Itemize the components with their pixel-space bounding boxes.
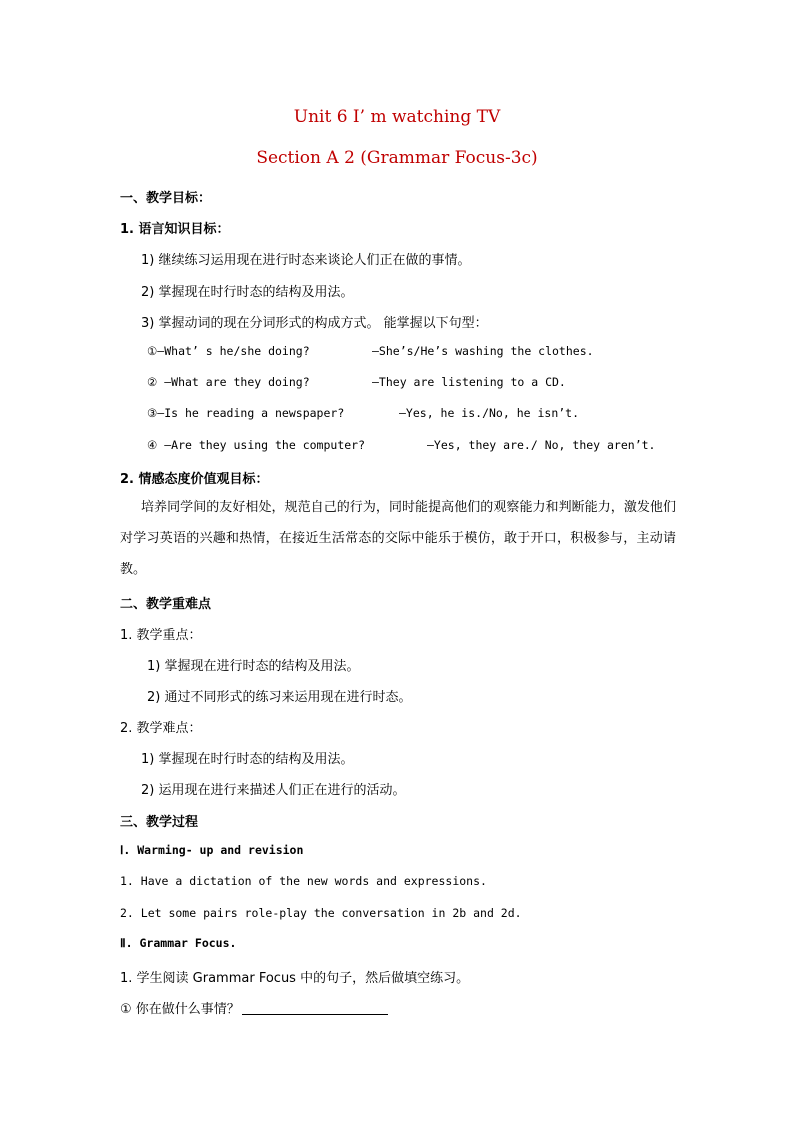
section-heading-key-points: 二、教学重难点 bbox=[120, 597, 212, 612]
teaching-focus-1: 1) 掌握现在进行时态的结构及用法。 bbox=[147, 659, 360, 674]
fill-in-question-text: ① 你在做什么事情？ bbox=[120, 1002, 240, 1017]
emotional-objectives-paragraph: 培养同学间的友好相处，规范自己的行为，同时能提高他们的观察能力和判断能力，激发他们对学习英语的兴趣和热情，在接近生活常态的交际中能乐于模仿，敢于开口，积极参与，主动请教。 bbox=[120, 500, 676, 577]
sentence-pattern-question: ①—What’ s he/she doing? bbox=[147, 344, 310, 358]
sentence-pattern-question: ② —What are they doing? bbox=[147, 375, 310, 389]
teaching-difficulty-1: 1) 掌握现在时行时态的结构及用法。 bbox=[141, 752, 354, 767]
knowledge-objective-2: 2) 掌握现在时行时态的结构及用法。 bbox=[141, 285, 354, 300]
sentence-pattern-question: ③—Is he reading a newspaper? bbox=[147, 406, 345, 420]
section-heading-process: 三、教学过程 bbox=[120, 815, 199, 830]
teaching-difficulty-2: 2) 运用现在进行来描述人们正在进行的活动。 bbox=[141, 783, 406, 798]
grammar-focus-step-1: 1. 学生阅读 Grammar Focus 中的句子，然后做填空练习。 bbox=[120, 971, 470, 986]
teaching-difficulty-heading: 2. 教学难点： bbox=[120, 721, 202, 736]
warming-up-step-2: 2. Let some pairs role-play the conversation in 2b and 2d. bbox=[120, 906, 522, 920]
sentence-pattern-answer: —She’s/He’s washing the clothes. bbox=[372, 344, 594, 358]
emotional-objectives-heading: 2. 情感态度价值观目标： bbox=[120, 472, 269, 487]
document-subtitle: Section A 2 (Grammar Focus-3c) bbox=[256, 148, 538, 168]
document-title: Unit 6 I’ m watching TV bbox=[293, 107, 501, 127]
knowledge-objectives-heading: 1. 语言知识目标： bbox=[120, 222, 230, 237]
knowledge-objective-1: 1) 继续练习运用现在进行时态来谈论人们正在做的事情。 bbox=[141, 253, 471, 268]
knowledge-objective-3: 3) 掌握动词的现在分词形式的构成方式。 能掌握以下句型： bbox=[141, 316, 488, 331]
sentence-pattern-question: ④ —Are they using the computer? bbox=[147, 438, 366, 452]
sentence-pattern-answer: —Yes, he is./No, he isn’t. bbox=[399, 406, 580, 420]
section-heading-objectives: 一、教学目标： bbox=[120, 191, 212, 206]
fill-in-blank bbox=[242, 1000, 388, 1015]
fill-in-question-1 bbox=[120, 998, 388, 1017]
teaching-focus-2: 2) 通过不同形式的练习来运用现在进行时态。 bbox=[147, 690, 412, 705]
grammar-focus-heading: Ⅱ. Grammar Focus. bbox=[120, 936, 237, 950]
sentence-pattern-answer: —They are listening to a CD. bbox=[372, 375, 566, 389]
warming-up-heading: Ⅰ. Warming- up and revision bbox=[120, 843, 304, 857]
teaching-focus-heading: 1. 教学重点： bbox=[120, 628, 202, 643]
warming-up-step-1: 1. Have a dictation of the new words and expressions. bbox=[120, 874, 487, 888]
sentence-pattern-answer: —Yes, they are./ No, they aren’t. bbox=[427, 438, 656, 452]
